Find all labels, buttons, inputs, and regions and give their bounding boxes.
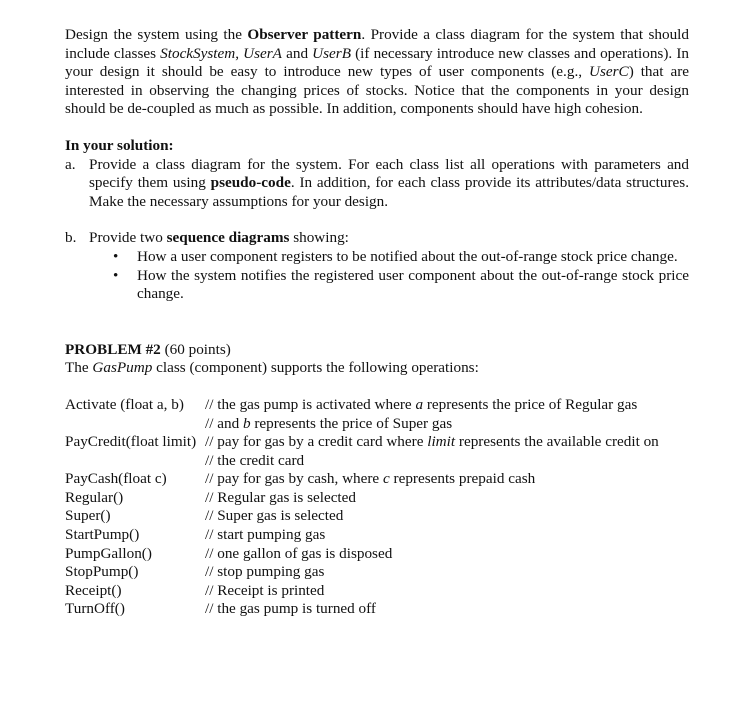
intro-class-userb: UserB: [312, 44, 351, 62]
problem-intro-line: [65, 359, 689, 378]
op-desc-text: represents the price of Regular gas: [423, 395, 638, 413]
op-desc-startpump: // start pumping gas: [205, 526, 326, 544]
problem-points: (60 points): [160, 340, 231, 358]
solution-item-b: [65, 229, 689, 248]
op-name-stoppump: StopPump(): [65, 563, 139, 581]
intro-class-usera: UserA: [243, 44, 282, 62]
op-desc-text: // and: [205, 414, 243, 432]
op-name-pumpgallon: PumpGallon(): [65, 544, 152, 562]
problem-class-gaspump: GasPump: [92, 359, 153, 377]
op-name-super: Super(): [65, 507, 111, 525]
sequence-diagram-bullets: [65, 248, 689, 304]
op-desc-text: // the credit card: [205, 451, 305, 469]
op-param-a: a: [415, 395, 424, 413]
item-a-text: . In addition, for each class provide its attributes/data structures. Make the necessary assumptions for your design.: [89, 174, 689, 210]
op-desc-text: // the gas pump is activated where: [205, 395, 416, 413]
intro-text: and: [281, 44, 313, 62]
bullet-icon: •: [113, 266, 119, 284]
item-b-sequence-diagrams: sequence diagrams: [166, 229, 290, 247]
intro-class-userc: UserC: [589, 63, 629, 81]
intro-text: . Provide a class diagram for the system that should include classes: [65, 26, 689, 62]
op-param-c: c: [382, 470, 390, 488]
solution-item-a: [65, 156, 689, 212]
bullet-icon: •: [113, 247, 119, 265]
item-b-text: showing:: [289, 229, 349, 247]
bullet-text: How the system notifies the registered user component about the out-of-range stock price change.: [137, 266, 689, 303]
op-desc-turnoff: // the gas pump is turned off: [205, 600, 376, 618]
problem-text: class (component) supports the following operations:: [152, 359, 479, 377]
op-desc-text: represents the price of Super gas: [250, 414, 453, 432]
bullet-item: [65, 248, 689, 267]
op-desc-receipt: // Receipt is printed: [205, 581, 325, 599]
item-a-marker: a.: [65, 155, 76, 173]
op-desc-stoppump: // stop pumping gas: [205, 563, 325, 581]
op-desc-pumpgallon: // one gallon of gas is disposed: [205, 544, 393, 562]
op-param-b: b: [242, 414, 251, 432]
solution-heading: In your solution:: [65, 136, 174, 154]
problem-text: The: [65, 359, 93, 377]
op-desc-paycredit: [205, 433, 689, 470]
op-name-regular: Regular(): [65, 488, 124, 506]
item-b-marker: b.: [65, 229, 77, 247]
op-name-activate: Activate (float a, b): [65, 395, 184, 413]
intro-class-stocksystem: StockSystem: [160, 44, 236, 62]
bullet-text: How a user component registers to be notified about the out-of-range stock price change.: [137, 247, 678, 265]
op-desc-activate: [205, 396, 689, 433]
item-a-pseudo-code: pseudo-code: [210, 174, 291, 192]
op-param-limit: limit: [427, 433, 456, 451]
problem-heading: [65, 341, 689, 360]
intro-observer-pattern: Observer pattern: [247, 26, 362, 43]
op-desc-super: // Super gas is selected: [205, 507, 344, 525]
intro-text: Design the system using the: [65, 26, 248, 43]
op-desc-regular: // Regular gas is selected: [205, 488, 356, 506]
op-desc-text: represents prepaid cash: [389, 470, 536, 488]
op-desc-text: // pay for gas by a credit card where: [205, 433, 428, 451]
op-desc-text: // pay for gas by cash, where: [205, 470, 383, 488]
intro-paragraph: [65, 26, 689, 119]
operations-table: [65, 396, 689, 619]
op-desc-text: represents the available credit on: [455, 433, 659, 451]
op-name-receipt: Receipt(): [65, 581, 122, 599]
op-name-turnoff: TurnOff(): [65, 600, 125, 618]
op-name-paycash: PayCash(float c): [65, 470, 167, 488]
intro-text: ,: [235, 44, 244, 62]
intro-text: (if necessary introduce new classes and operations). In your design it should be easy to introduce new types of user components (e.g.,: [65, 44, 689, 81]
op-desc-paycash: [205, 470, 689, 489]
item-b-text: Provide two: [89, 229, 167, 247]
bullet-item: [65, 267, 689, 304]
intro-text: ) that are interested in observing the changing prices of stocks. Notice that the components in your design should be de-coupled as much as possible. In addition, components should have high cohesion.: [65, 63, 689, 118]
document-page: [65, 26, 689, 619]
item-a-text: Provide a class diagram for the system. For each class list all operations with parameters and specify them using: [89, 155, 689, 192]
op-name-paycredit: PayCredit(float limit): [65, 433, 197, 451]
problem-title: PROBLEM #2: [65, 340, 161, 358]
op-name-startpump: StartPump(): [65, 526, 140, 544]
